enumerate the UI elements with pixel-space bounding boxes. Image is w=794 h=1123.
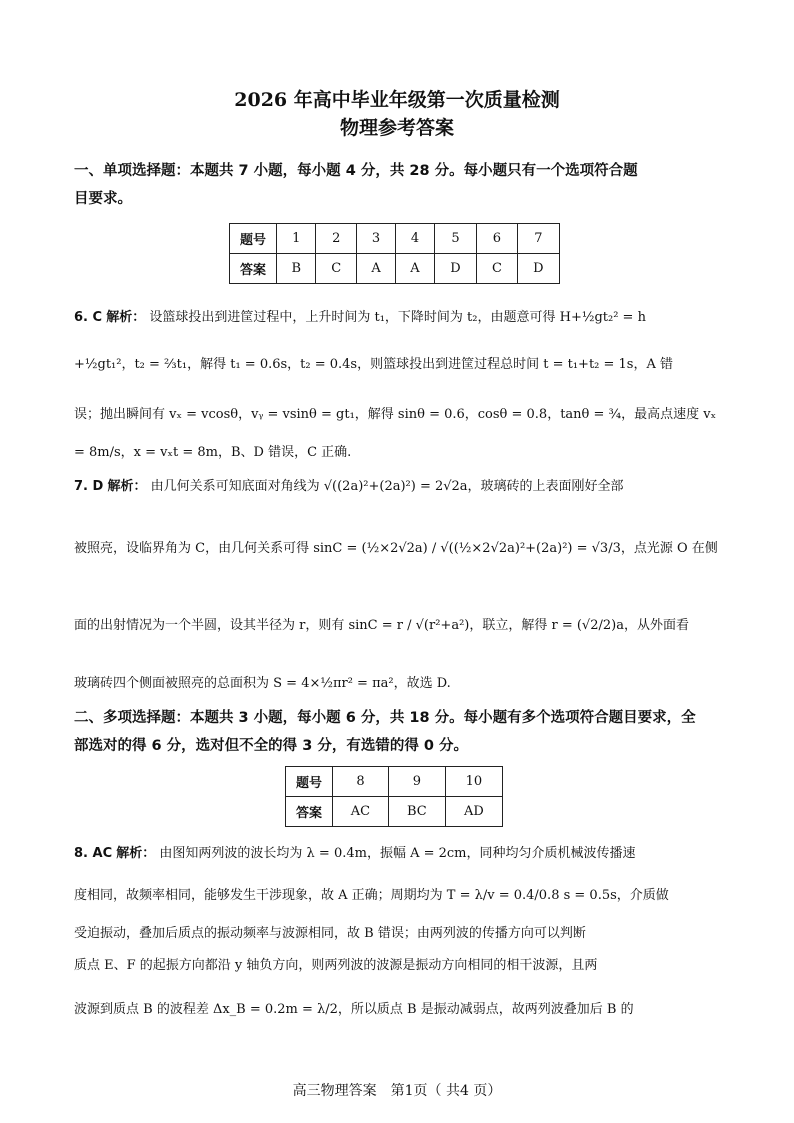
row-label: 答案 [230, 254, 277, 284]
section1-heading-line1: 一、单项选择题：本题共 7 小题，每小题 4 分，共 28 分。每小题只有一个选项符合题 [74, 163, 638, 179]
q7-line-3: 面的出射情况为一个半圆，设其半径为 r，则有 sinC = r / √(r²+a²)，联立，解得 r = (√2/2)a，从外面看 [74, 618, 689, 633]
section2-heading-line1: 二、多项选择题：本题共 3 小题，每小题 6 分，共 18 分。每小题有多个选项符合题目要求，全 [74, 710, 696, 726]
question-number: 7 [517, 224, 559, 254]
q6-text: 设篮球投出到进筐过程中，上升时间为 t₁，下降时间为 t₂，由题意可得 H+½gt₂² = h [149, 310, 646, 325]
q6-line-4: = 8m/s，x = vₓt = 8m，B、D 错误，C 正确. [74, 445, 352, 460]
section1-heading-line2: 目要求。 [74, 191, 132, 207]
q7-text: 由几何关系可知底面对角线为 √((2a)²+(2a)²) = 2√2a，玻璃砖的上表面刚好全部 [150, 479, 624, 494]
table-row [286, 797, 503, 827]
section2-heading [74, 704, 724, 760]
q8-analysis-label: 解析： [116, 846, 156, 861]
question-number: 5 [434, 224, 476, 254]
answer-cell: AC [333, 797, 389, 827]
answer-cell: A [357, 254, 396, 284]
answer-cell: AD [445, 797, 502, 827]
page-subtitle: 物理参考答案 [339, 117, 454, 139]
q7-line-1 [74, 475, 724, 494]
q8-line-1 [74, 842, 724, 861]
answer-cell: A [396, 254, 435, 284]
answer-cell: C [316, 254, 357, 284]
multi-choice-answer-table [285, 766, 503, 827]
answer-cell: D [517, 254, 559, 284]
table-row [230, 254, 560, 284]
q8-line-4: 质点 E、F 的起振方向都沿 y 轴负方向，则两列波的波源是振动方向相同的相干波源，且两 [74, 958, 598, 973]
question-number: 10 [445, 767, 502, 797]
q6-line-3: 误；抛出瞬间有 vₓ = vcosθ，vᵧ = vsinθ = gt₁，解得 sinθ = 0.6，cosθ = 0.8，tanθ = ¾，最高点速度 vₓ [74, 407, 717, 422]
q7-line-4: 玻璃砖四个侧面被照亮的总面积为 S = 4×½πr² = πa²，故选 D. [74, 676, 451, 691]
table-row [286, 767, 503, 797]
question-number: 8 [333, 767, 389, 797]
page-title: 2026 年高中毕业年级第一次质量检测 [234, 89, 560, 111]
q8-line-2: 度相同，故频率相同，能够发生干涉现象，故 A 正确；周期均为 T = λ/v = 0.4/0.8 s = 0.5s，介质做 [74, 888, 669, 903]
question-number: 3 [357, 224, 396, 254]
page-footer: 高三物理答案 第1页（ 共4 页） [292, 1083, 502, 1099]
q8-line-3: 受迫振动，叠加后质点的振动频率与波源相同，故 B 错误；由两列波的传播方向可以判断 [74, 926, 586, 941]
question-number: 2 [316, 224, 357, 254]
q7-line-2: 被照亮，设临界角为 C，由几何关系可得 sinC = (½×2√2a) / √((½×2√2a)²+(2a)²) = √3/3，点光源 O 在侧 [74, 541, 718, 556]
q8-line-5: 波源到质点 B 的波程差 Δx_B = 0.2m = λ/2，所以质点 B 是振动减弱点，故两列波叠加后 B 的 [74, 1002, 634, 1017]
q6-line-1 [74, 306, 724, 325]
q8-label: 8. AC [74, 846, 113, 861]
question-number: 9 [388, 767, 445, 797]
q6-line-2: +½gt₁²，t₂ = ⅔t₁，解得 t₁ = 0.6s，t₂ = 0.4s，则篮球投出到进筐过程总时间 t = t₁+t₂ = 1s，A 错 [74, 357, 673, 372]
question-number: 6 [477, 224, 518, 254]
answer-cell: D [434, 254, 476, 284]
row-label: 答案 [286, 797, 333, 827]
table-row [230, 224, 560, 254]
question-number: 4 [396, 224, 435, 254]
answer-cell: C [477, 254, 518, 284]
answer-cell: BC [388, 797, 445, 827]
row-label: 题号 [230, 224, 277, 254]
answer-cell: B [277, 254, 316, 284]
q7-label: 7. D [74, 479, 104, 494]
single-choice-answer-table [229, 223, 560, 284]
section2-heading-line2: 部选对的得 6 分，选对但不全的得 3 分，有选错的得 0 分。 [74, 738, 469, 754]
q8-text: 由图知两列波的波长均为 λ = 0.4m，振幅 A = 2cm，同种均匀介质机械波传播速 [159, 846, 636, 861]
q6-label: 6. C [74, 310, 103, 325]
question-number: 1 [277, 224, 316, 254]
q6-analysis-label: 解析： [106, 310, 146, 325]
q7-analysis-label: 解析： [107, 479, 147, 494]
row-label: 题号 [286, 767, 333, 797]
section1-heading [74, 157, 724, 213]
